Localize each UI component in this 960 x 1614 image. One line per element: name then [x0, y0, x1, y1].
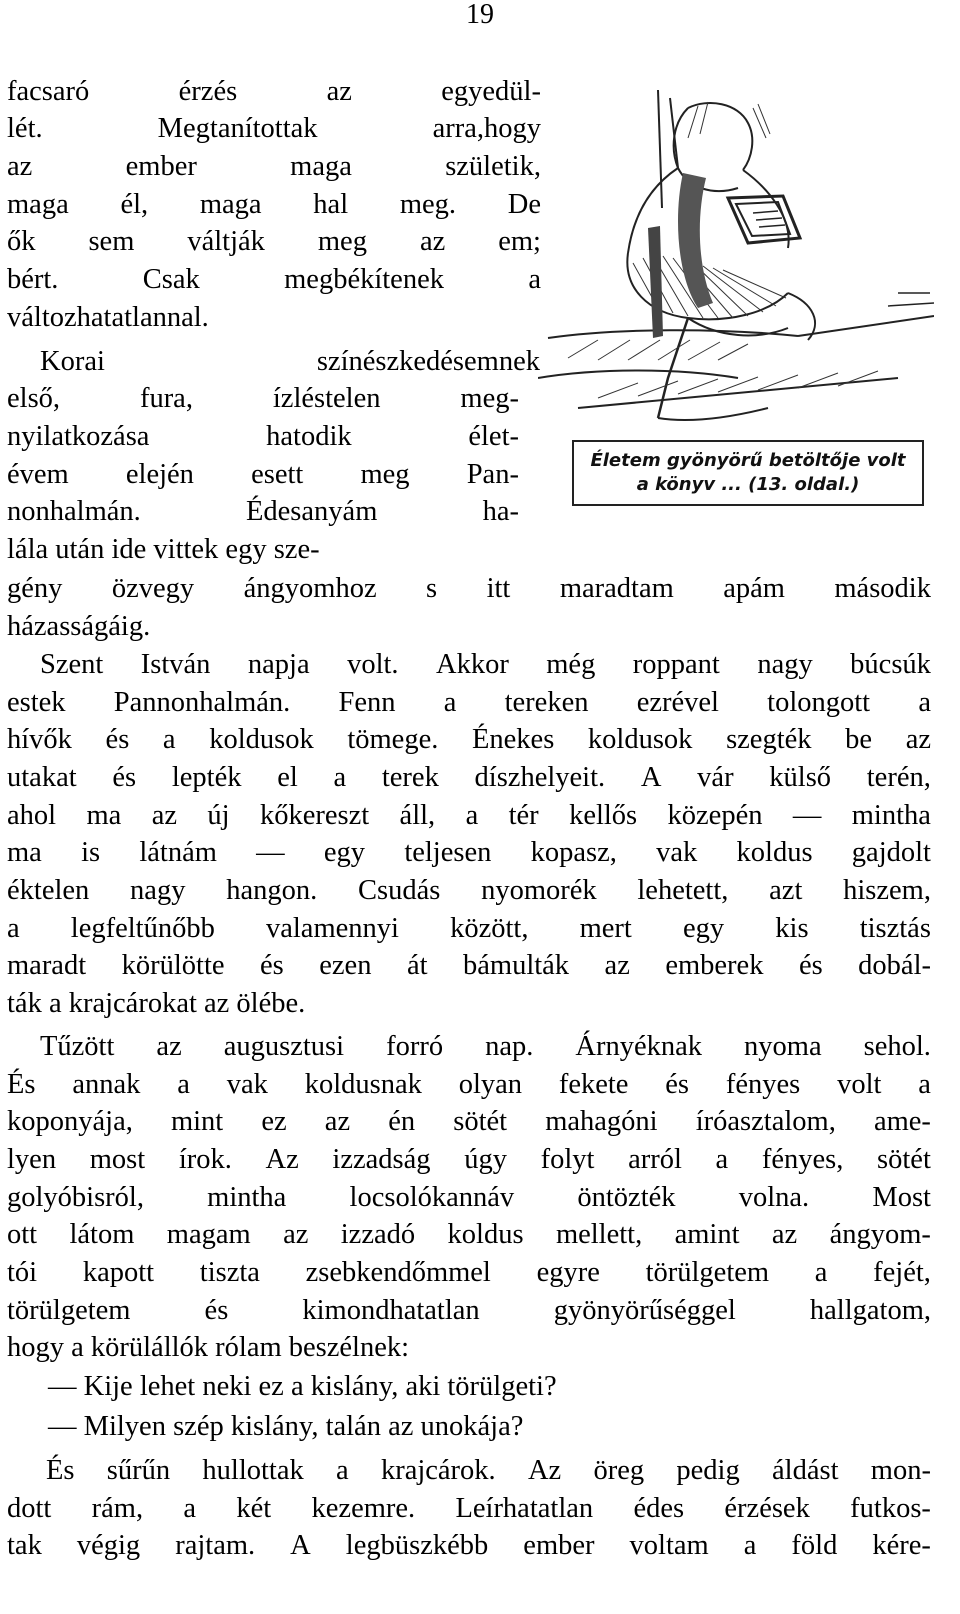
word: meg	[360, 459, 410, 490]
word: és	[798, 950, 823, 981]
text-line	[7, 570, 931, 608]
text-line	[7, 186, 541, 224]
word: ma	[86, 800, 122, 831]
text-line	[40, 343, 540, 381]
word: úgy	[464, 1144, 507, 1175]
word: golyóbisról,	[7, 1182, 144, 1213]
word: én	[388, 1106, 416, 1137]
text-line	[7, 493, 519, 531]
word: érzések	[724, 1493, 810, 1524]
word: augusztusi	[223, 1031, 345, 1062]
word: Szent	[40, 649, 104, 680]
word: gajdolt	[851, 837, 931, 868]
word: sehol.	[863, 1031, 931, 1062]
word: él,	[120, 189, 149, 220]
word: a	[743, 1530, 757, 1561]
word: fekete	[558, 1069, 629, 1100]
word: tolongott	[767, 687, 871, 718]
word: a	[918, 1069, 931, 1100]
word: teljesen	[404, 837, 492, 868]
word: ezrével	[636, 687, 719, 718]
word: kellős	[569, 800, 638, 831]
word: a	[443, 687, 457, 718]
word: koldusok	[587, 724, 693, 755]
word: egy	[682, 913, 725, 944]
word: tak	[7, 1530, 42, 1561]
word: ízléstelen	[272, 383, 381, 414]
word: a	[814, 1257, 828, 1288]
word: maga	[7, 189, 69, 220]
word: terén,	[866, 762, 931, 793]
text-line	[7, 456, 519, 494]
word: Csak	[142, 264, 200, 295]
word: és	[260, 950, 284, 981]
word: Tűzött	[40, 1031, 115, 1062]
word: dott	[7, 1493, 52, 1524]
word: bért.	[7, 264, 59, 295]
word: meg	[317, 226, 367, 257]
word: volt.	[347, 649, 399, 680]
word: mon-	[870, 1455, 931, 1486]
word: egyedül-	[441, 76, 541, 107]
word: a	[918, 687, 931, 718]
word: mellett,	[555, 1219, 643, 1250]
word: két	[236, 1493, 272, 1524]
word: legfeltűnőbb	[70, 913, 215, 944]
word: új	[207, 800, 230, 831]
caption-line-1: Életem gyönyörű betöltője volt	[590, 450, 906, 471]
word: körülötte	[121, 950, 225, 981]
word: színészkedésemnek	[316, 346, 540, 377]
word: estek	[7, 687, 66, 718]
word: amint	[674, 1219, 740, 1250]
word: külső	[769, 762, 832, 793]
word: közepén	[667, 800, 763, 831]
text-line	[7, 110, 541, 148]
word: gyönyörűséggel	[553, 1295, 736, 1326]
word: maga	[290, 151, 352, 182]
word: azt	[769, 875, 803, 906]
text-line	[7, 947, 931, 985]
word: lét.	[7, 113, 43, 144]
word: ame-	[873, 1106, 931, 1137]
text-line	[48, 1408, 523, 1446]
word: hívők	[7, 724, 72, 755]
word: mahagóni	[545, 1106, 658, 1137]
word: mintha	[207, 1182, 287, 1213]
word: rám,	[91, 1493, 144, 1524]
word: magam	[166, 1219, 251, 1250]
word: tömege.	[347, 724, 439, 755]
word: még	[546, 649, 596, 680]
word: első,	[7, 383, 61, 414]
word: öreg	[593, 1455, 645, 1486]
text-line	[7, 1329, 409, 1367]
word: —	[256, 837, 285, 868]
word: em;	[498, 226, 541, 257]
text-line	[7, 1066, 931, 1104]
word: változhatatlannal.	[7, 302, 209, 333]
word: s	[426, 573, 438, 604]
word: sűrűn	[106, 1455, 171, 1486]
word: koldusok	[209, 724, 314, 755]
word: nyomorék	[481, 875, 597, 906]
word: a	[333, 762, 347, 793]
text-line	[7, 73, 541, 111]
text-line	[40, 646, 931, 684]
word: mert	[579, 913, 632, 944]
word: szegték	[726, 724, 812, 755]
word: Az	[265, 1144, 299, 1175]
text-line	[7, 148, 541, 186]
word: itt	[486, 573, 511, 604]
word: ott	[7, 1219, 38, 1250]
word: kapott	[82, 1257, 155, 1288]
word: —	[792, 800, 822, 831]
word: a	[183, 1493, 197, 1524]
word: díszhelyeit.	[474, 762, 606, 793]
word: koldus	[447, 1219, 524, 1250]
word: emberek	[665, 950, 764, 981]
word: roppant	[632, 649, 720, 680]
word: látnám	[139, 837, 217, 868]
word: be	[845, 724, 873, 755]
text-line	[7, 1292, 931, 1330]
word: nyilatkozása	[7, 421, 150, 452]
word: Most	[872, 1182, 931, 1213]
word: házasságáig.	[7, 611, 151, 642]
word: futkos-	[850, 1493, 931, 1524]
word: elején	[125, 459, 194, 490]
word: pedig	[676, 1455, 740, 1486]
word: egy	[323, 837, 366, 868]
word: olyan	[458, 1069, 523, 1100]
text-line	[7, 985, 305, 1023]
word: ha-	[482, 496, 519, 527]
word: És	[46, 1455, 75, 1486]
word: és	[665, 1069, 690, 1100]
word: egyre	[536, 1257, 600, 1288]
word: volt	[837, 1069, 882, 1100]
text-line	[7, 1527, 931, 1565]
word: Pan-	[466, 459, 519, 490]
word: az	[151, 800, 177, 831]
word: az	[7, 151, 33, 182]
word: özvegy	[111, 573, 195, 604]
word: maradt	[7, 950, 87, 981]
page-number: 19	[466, 0, 494, 30]
word: ezen	[319, 950, 372, 981]
word: a	[177, 1069, 190, 1100]
word: koldus	[736, 837, 813, 868]
word: végig	[76, 1530, 141, 1561]
word: utakat	[7, 762, 77, 793]
word: édes	[633, 1493, 685, 1524]
word: hallgatom,	[809, 1295, 931, 1326]
word: meg.	[399, 189, 457, 220]
word: — Kije lehet neki ez a kislány, aki törülgeti?	[48, 1371, 557, 1402]
word: és	[204, 1295, 229, 1326]
word: bámulták	[463, 950, 570, 981]
word: törülgetem	[7, 1295, 131, 1326]
word: rajtam.	[175, 1530, 256, 1561]
word: most	[89, 1144, 146, 1175]
word: el	[277, 762, 298, 793]
word: — Milyen szép kislány, talán az unokája?	[48, 1411, 524, 1442]
word: váltják	[187, 226, 265, 257]
text-line	[7, 380, 519, 418]
word: hal	[313, 189, 349, 220]
word: az	[905, 724, 931, 755]
word: ma	[7, 837, 42, 868]
text-line	[7, 1103, 931, 1141]
text-line	[7, 834, 931, 872]
word: krajcárok.	[380, 1455, 496, 1486]
word: búcsúk	[850, 649, 931, 680]
word: facsaró	[7, 76, 90, 107]
word: locsolókannáv	[349, 1182, 515, 1213]
word: áldást	[772, 1455, 839, 1486]
word: hullottak	[202, 1455, 304, 1486]
text-line	[7, 797, 931, 835]
word: voltam	[629, 1530, 709, 1561]
word: És	[7, 1069, 36, 1100]
word: Korai	[40, 346, 105, 377]
word: hiszem,	[843, 875, 931, 906]
word: arra,hogy	[432, 113, 541, 144]
word: apám	[723, 573, 785, 604]
word: valamennyi	[265, 913, 399, 944]
word: éktelen	[7, 875, 90, 906]
word: Pannonhalmán.	[113, 687, 291, 718]
text-line	[7, 721, 931, 759]
word: íróasztalom,	[695, 1106, 836, 1137]
word: Csudás	[357, 875, 441, 906]
text-line	[7, 1216, 931, 1254]
word: tói	[7, 1257, 38, 1288]
word: lyen	[7, 1144, 57, 1175]
word: vak	[656, 837, 698, 868]
word: az	[324, 1106, 351, 1137]
word: törülgetem	[645, 1257, 770, 1288]
text-line	[7, 872, 931, 910]
word: tiszta	[199, 1257, 260, 1288]
word: lehetett,	[637, 875, 729, 906]
word: De	[507, 189, 541, 220]
word: az	[283, 1219, 309, 1250]
word: a	[336, 1455, 349, 1486]
word: évem	[7, 459, 69, 490]
text-line	[7, 531, 320, 569]
word: meg-	[460, 383, 519, 414]
word: és	[112, 762, 137, 793]
word: nap.	[485, 1031, 534, 1062]
word: nonhalmán.	[7, 496, 141, 527]
caption-line-2: a könyv ... (13. oldal.)	[636, 474, 860, 495]
word: az	[771, 1219, 798, 1250]
text-line	[46, 1452, 931, 1490]
word: sötét	[877, 1144, 931, 1175]
word: fura,	[139, 383, 193, 414]
word: gény	[7, 573, 63, 604]
word: a	[7, 913, 20, 944]
word: izzadó	[340, 1219, 416, 1250]
word: a	[715, 1144, 729, 1175]
word: mintha	[851, 800, 931, 831]
word: születik,	[445, 151, 541, 182]
word: át	[406, 950, 428, 981]
word: fényes,	[761, 1144, 844, 1175]
word: írok.	[178, 1144, 232, 1175]
word: ángyomhoz	[243, 573, 377, 604]
text-line	[7, 1490, 931, 1528]
word: kére-	[872, 1530, 931, 1561]
word: ángyom-	[829, 1219, 931, 1250]
word: István	[140, 649, 211, 680]
word: koponyája,	[7, 1106, 133, 1137]
word: kopasz,	[530, 837, 617, 868]
illustration-caption	[572, 440, 924, 506]
word: és	[105, 724, 130, 755]
word: folyt	[540, 1144, 595, 1175]
word: ták a krajcárokat az ölébe.	[7, 988, 306, 1019]
word: dobál-	[858, 950, 931, 981]
word: ember	[125, 151, 197, 182]
word: tereken	[504, 687, 589, 718]
word: Énekes	[471, 724, 555, 755]
word: nagy	[757, 649, 813, 680]
word: lepték	[171, 762, 242, 793]
word: vár	[697, 762, 734, 793]
word: a	[465, 800, 479, 831]
word: tér	[508, 800, 539, 831]
word: a	[528, 264, 541, 295]
word: A	[290, 1530, 311, 1561]
word: hogy a körülállók rólam beszélnek:	[7, 1332, 410, 1363]
text-line	[7, 684, 931, 722]
word: lála után ide vittek egy sze-	[7, 534, 320, 565]
word: kezemre.	[311, 1493, 416, 1524]
word: érzés	[178, 76, 238, 107]
word: napja	[247, 649, 310, 680]
word: forró	[386, 1031, 444, 1062]
word: vak	[226, 1069, 268, 1100]
word: élet-	[468, 421, 519, 452]
word: hatodik	[266, 421, 352, 452]
word: Árnyéknak	[575, 1031, 703, 1062]
word: zsebkendőmmel	[305, 1257, 491, 1288]
word: második	[834, 573, 931, 604]
word: látom	[69, 1219, 135, 1250]
text-line	[7, 418, 519, 456]
word: volna.	[738, 1182, 810, 1213]
word: kőkereszt	[259, 800, 370, 831]
word: fejét,	[873, 1257, 931, 1288]
word: maga	[199, 189, 262, 220]
word: a	[162, 724, 176, 755]
word: annak	[72, 1069, 141, 1100]
word: kimondhatatlan	[302, 1295, 480, 1326]
word: az	[326, 76, 352, 107]
word: nagy	[130, 875, 186, 906]
word: Fenn	[338, 687, 396, 718]
word: föld	[791, 1530, 838, 1561]
word: sötét	[453, 1106, 508, 1137]
text-line	[7, 1179, 931, 1217]
word: ez	[261, 1106, 287, 1137]
text-line	[48, 1368, 557, 1406]
word: is	[81, 837, 101, 868]
word: hangon.	[226, 875, 318, 906]
word: izzadság	[332, 1144, 431, 1175]
text-line	[7, 223, 541, 261]
word: koldusnak	[304, 1069, 422, 1100]
word: az	[156, 1031, 182, 1062]
word: ahol	[7, 800, 57, 831]
text-line	[7, 1254, 931, 1292]
word: Leírhatatlan	[455, 1493, 594, 1524]
text-line	[7, 261, 541, 299]
word: arról	[628, 1144, 682, 1175]
word: az	[419, 226, 446, 257]
word: ember	[523, 1530, 595, 1561]
word: megbékítenek	[284, 264, 444, 295]
text-line	[7, 1141, 931, 1179]
word: az	[604, 950, 630, 981]
word: Akkor	[435, 649, 509, 680]
word: tisztás	[859, 913, 931, 944]
word: nyoma	[744, 1031, 822, 1062]
word: Az	[527, 1455, 562, 1486]
word: kis	[775, 913, 809, 944]
text-line	[7, 608, 150, 646]
word: öntözték	[577, 1182, 676, 1213]
word: terek	[381, 762, 439, 793]
word: Megtanítottak	[157, 113, 318, 144]
word: mint	[170, 1106, 224, 1137]
word: fényes	[725, 1069, 801, 1100]
word: áll,	[399, 800, 436, 831]
text-line	[7, 910, 931, 948]
word: között,	[450, 913, 529, 944]
word: maradtam	[559, 573, 674, 604]
word: A	[640, 762, 662, 793]
text-line	[40, 1028, 931, 1066]
word: ők	[7, 226, 36, 257]
word: Édesanyám	[246, 496, 378, 527]
text-line	[7, 759, 931, 797]
word: esett	[251, 459, 304, 490]
word: legbüszkébb	[345, 1530, 489, 1561]
text-line	[7, 299, 209, 337]
word: sem	[88, 226, 135, 257]
